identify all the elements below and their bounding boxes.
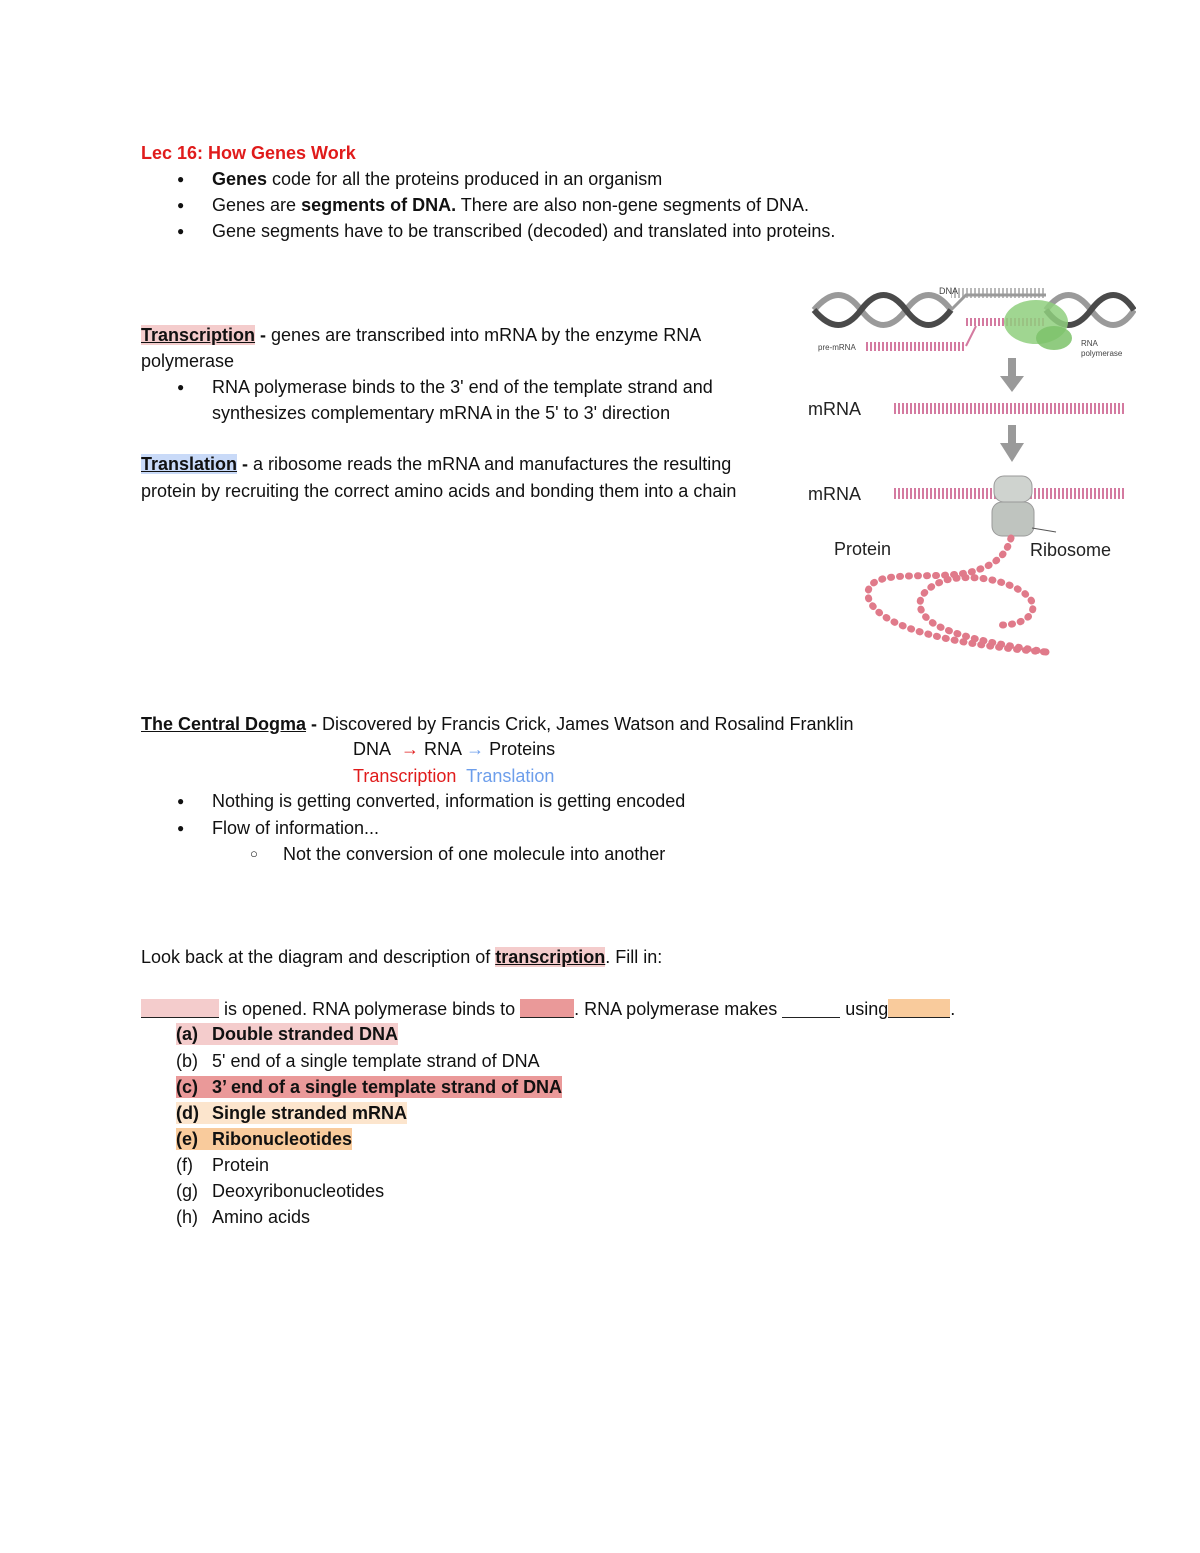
- page-title: Lec 16: How Genes Work: [141, 143, 356, 163]
- arrow-right-icon: →: [401, 739, 420, 759]
- flow-rna: RNA: [424, 739, 462, 759]
- prompt-pre: Look back at the diagram and description of: [141, 947, 496, 967]
- premrna-strand: [866, 342, 966, 351]
- premrna-label: pre-mRNA: [818, 343, 856, 352]
- blank-4[interactable]: [888, 999, 950, 1018]
- option-label: (a): [176, 1024, 198, 1044]
- label-translation: Translation: [466, 766, 555, 786]
- transcription-line-2: polymerase: [141, 351, 235, 371]
- mrna-label-2: mRNA: [808, 484, 861, 504]
- ribosome-label: Ribosome: [1030, 540, 1112, 560]
- bullet-dot: ●: [177, 794, 185, 808]
- option-text: Amino acids: [212, 1207, 311, 1227]
- protein-chain: [868, 538, 1046, 652]
- dogma-flow-labels: [353, 765, 554, 787]
- sentence-part-1: is opened. RNA polymerase binds to: [219, 999, 521, 1019]
- option-text: Single stranded mRNA: [212, 1103, 408, 1123]
- option-text: Double stranded DNA: [212, 1024, 399, 1044]
- option-text: 5' end of a single template strand of DNA: [212, 1051, 540, 1071]
- transcription-definition: [141, 324, 701, 346]
- translation-line-1: a ribosome reads the mRNA and manufactures the resulting: [253, 454, 732, 474]
- option-g: [176, 1180, 384, 1202]
- option-d: [176, 1102, 407, 1124]
- dna-label: DNA: [939, 286, 959, 296]
- sentence-part-4: .: [950, 999, 956, 1019]
- option-label: (d): [176, 1103, 199, 1123]
- intro-bullet-3: Gene segments have to be transcribed (decoded) and translated into proteins.: [212, 221, 836, 241]
- option-c: [176, 1076, 562, 1098]
- dogma-sub-bullet: Not the conversion of one molecule into another: [283, 844, 666, 864]
- option-b: [176, 1050, 540, 1072]
- bullet-dot: ●: [177, 172, 185, 186]
- option-label: (h): [176, 1207, 198, 1227]
- bullet-dot: ●: [177, 198, 185, 212]
- option-label: (b): [176, 1051, 198, 1071]
- sentence-part-3: using: [840, 999, 889, 1019]
- dogma-bullet-1: Nothing is getting converted, information is getting encoded: [212, 791, 686, 811]
- blank-1[interactable]: [141, 999, 219, 1018]
- translation-term: Translation: [141, 454, 238, 474]
- option-a: [176, 1023, 398, 1045]
- option-text: Protein: [212, 1155, 270, 1175]
- arrow-down-icon: [1000, 425, 1024, 462]
- dash: -: [237, 454, 254, 474]
- ribosome-shape: [992, 476, 1056, 536]
- intro-bullet-1: [212, 168, 662, 190]
- dash: -: [306, 714, 323, 734]
- hollow-bullet-dot: ○: [250, 846, 258, 861]
- prompt-post: . Fill in:: [605, 947, 663, 967]
- central-dogma-term: The Central Dogma: [141, 714, 307, 734]
- fill-in-sentence: [141, 998, 955, 1020]
- flow-proteins: Proteins: [489, 739, 556, 759]
- transcription-bullet-line-1: RNA polymerase binds to the 3' end of the template strand and: [212, 377, 713, 397]
- intro-bullet-1-text: code for all the proteins produced in an organism: [267, 169, 663, 189]
- intro-bullet-2-pre: Genes are: [212, 195, 302, 215]
- rna-polymerase-blob: [1004, 300, 1072, 350]
- rna-polymerase-label-1: RNA: [1081, 339, 1098, 348]
- option-e: [176, 1128, 352, 1150]
- intro-bullet-2: [212, 194, 809, 216]
- intro-bullet-2-rest: There are also non-gene segments of DNA.: [456, 195, 809, 215]
- central-dogma-desc: Discovered by Francis Crick, James Watson and Rosalind Franklin: [322, 714, 854, 734]
- sentence-part-2: . RNA polymerase makes: [574, 999, 783, 1019]
- option-label: (c): [176, 1077, 198, 1097]
- protein-label: Protein: [834, 539, 892, 559]
- rna-polymerase-label-2: polymerase: [1081, 349, 1123, 358]
- option-f: [176, 1154, 269, 1176]
- exercise-prompt: [141, 946, 662, 968]
- option-text: 3’ end of a single template strand of DNA: [212, 1077, 563, 1097]
- arrow-right-icon: →: [466, 739, 485, 759]
- option-label: (g): [176, 1181, 198, 1201]
- option-h: [176, 1206, 310, 1228]
- option-text: Ribonucleotides: [212, 1129, 353, 1149]
- option-label: (e): [176, 1129, 198, 1149]
- flow-dna: DNA: [353, 739, 392, 759]
- blank-3[interactable]: [782, 999, 840, 1018]
- bullet-dot: ●: [177, 380, 185, 394]
- arrow-down-icon: [1000, 358, 1024, 392]
- transcription-line-1: genes are transcribed into mRNA by the enzyme RNA: [271, 325, 702, 345]
- central-dogma-definition: [141, 713, 854, 735]
- option-label: (f): [176, 1155, 193, 1175]
- segments-term: segments of DNA.: [301, 195, 457, 215]
- blank-2[interactable]: [520, 999, 574, 1018]
- translation-line-2: protein by recruiting the correct amino acids and bonding them into a chain: [141, 481, 737, 501]
- label-transcription: Transcription: [353, 766, 457, 786]
- option-text: Deoxyribonucleotides: [212, 1181, 385, 1201]
- dogma-bullet-2: Flow of information...: [212, 818, 380, 838]
- dna-helix: [814, 288, 1134, 326]
- dash: -: [255, 325, 272, 345]
- dogma-flow: [353, 738, 555, 760]
- prompt-term: transcription: [495, 947, 606, 967]
- transcription-term: Transcription: [141, 325, 256, 345]
- gene-expression-diagram: [806, 280, 1136, 665]
- genes-term: Genes: [212, 169, 268, 189]
- translation-definition: [141, 453, 731, 475]
- mrna-label-1: mRNA: [808, 399, 861, 419]
- mrna-strand-1: [892, 403, 1124, 414]
- bullet-dot: ●: [177, 224, 185, 238]
- transcription-bullet-line-2: synthesizes complementary mRNA in the 5' to 3' direction: [212, 403, 671, 423]
- bullet-dot: ●: [177, 821, 185, 835]
